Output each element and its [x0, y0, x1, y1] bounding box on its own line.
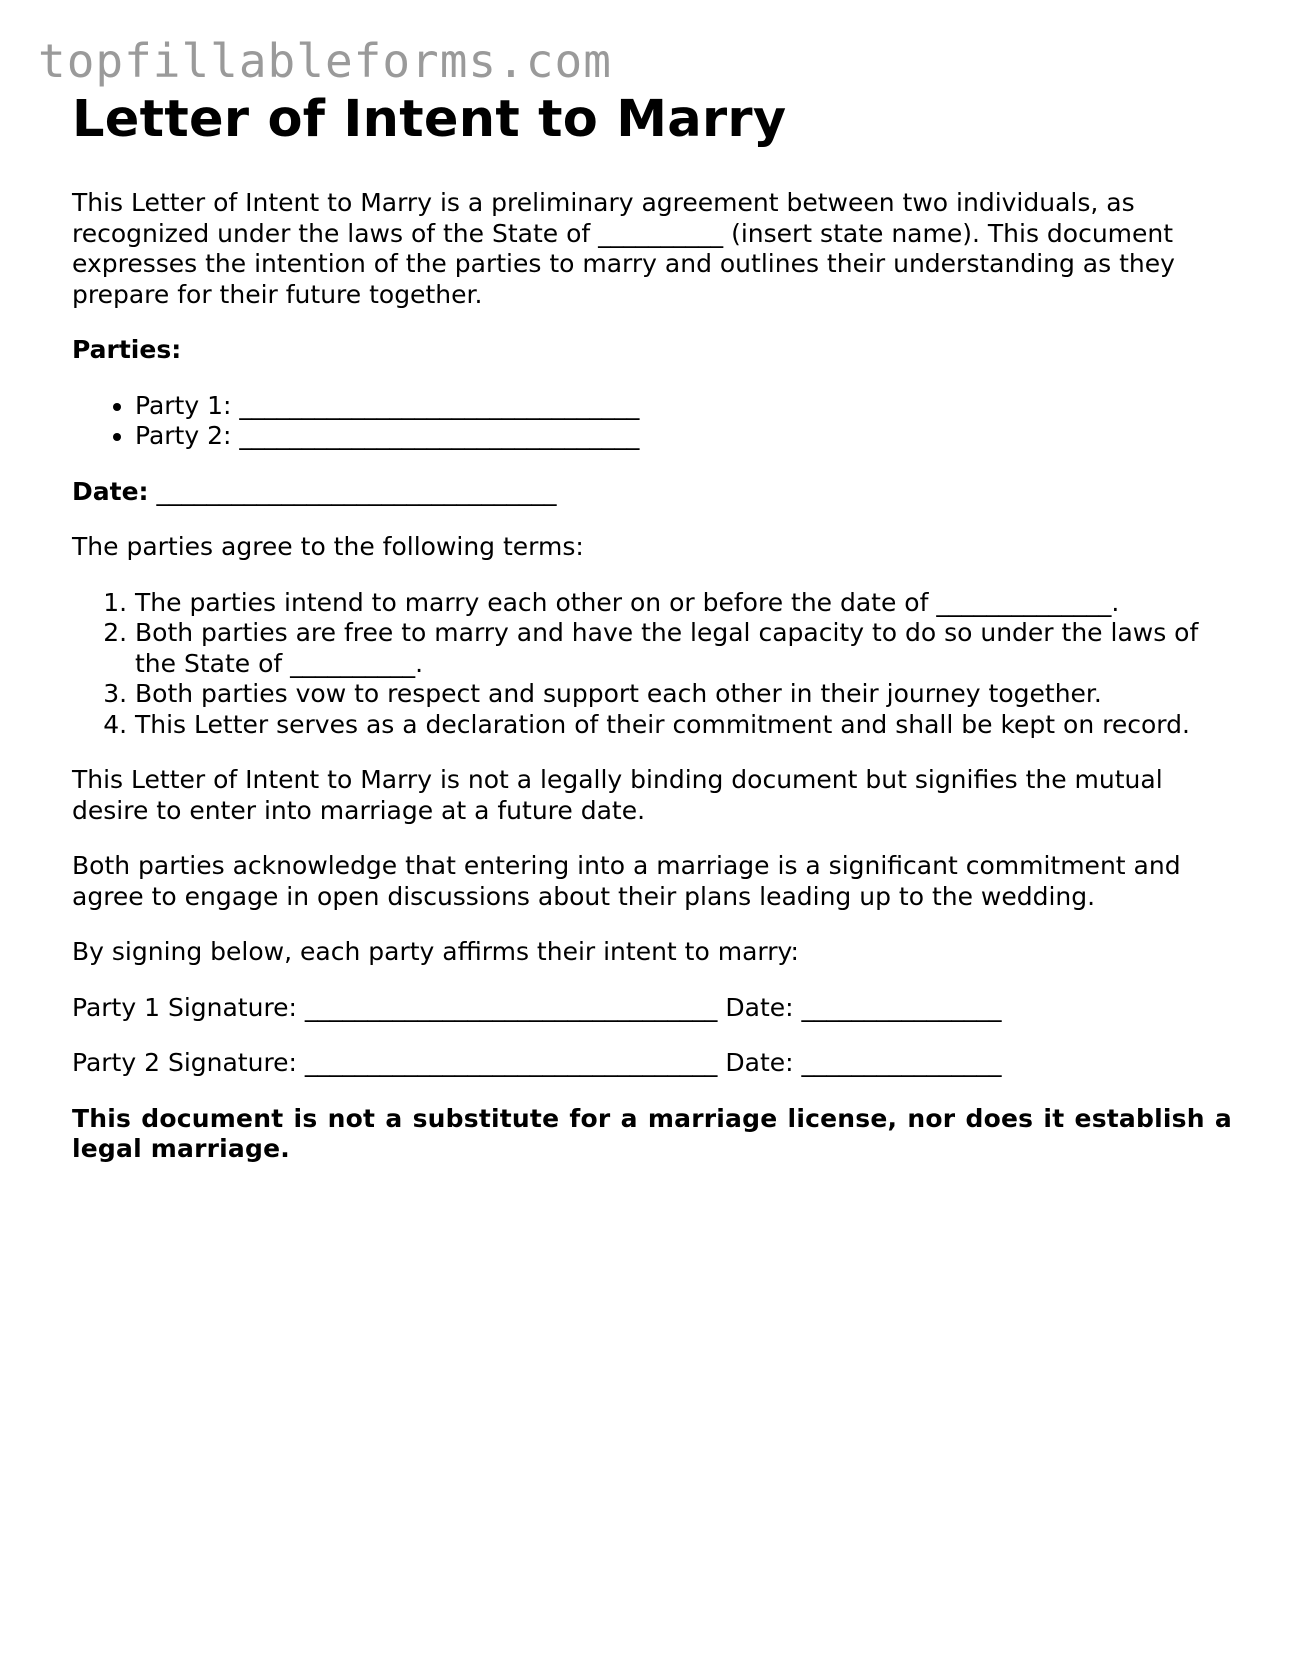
document-page	[72, 88, 1232, 1190]
intro-paragraph: This Letter of Intent to Marry is a preliminary agreement between two individuals, as recognized under the laws of the State of __________ (insert state name). This document expresses the intention of the parties to marry and outlines their understanding as they prepare for their future together.	[72, 188, 1175, 309]
disclaimer-paragraph: This document is not a substitute for a marriage license, nor does it establish a legal marriage.	[72, 1103, 1232, 1163]
date-line	[72, 477, 1232, 508]
term-item: 3. Both parties vow to respect and support each other in their journey together.	[135, 679, 1232, 710]
date-blank: ________________________________	[148, 476, 557, 506]
acknowledge-paragraph: Both parties acknowledge that entering into a marriage is a significant commitment and agree to engage in open discussions about their plans leading up to the wedding.	[72, 851, 1181, 911]
date-label: Date:	[72, 476, 149, 506]
not-binding-paragraph: This Letter of Intent to Marry is not a legally binding document but signifies the mutual desire to enter into marriage at a future date.	[72, 765, 1163, 825]
party-2-line: • Party 2: ________________________________	[135, 421, 1232, 452]
affirm-paragraph: By signing below, each party affirms their intent to marry:	[72, 937, 799, 966]
terms-list	[72, 588, 1232, 741]
term-item: 1. The parties intend to marry each other on or before the date of ______________.	[135, 588, 1232, 619]
term-item: 2. Both parties are free to marry and have the legal capacity to do so under the laws of the State of __________.	[135, 618, 1232, 679]
party-1-signature-line: Party 1 Signature: _________________________________ Date: ________________	[72, 992, 1002, 1022]
term-item: 4. This Letter serves as a declaration of their commitment and shall be kept on record.	[135, 710, 1232, 741]
party-2-signature-line: Party 2 Signature: _________________________________ Date: ________________	[72, 1048, 1002, 1077]
party-1-line: • Party 1: ________________________________	[135, 391, 1232, 422]
terms-intro: The parties agree to the following terms:	[72, 532, 584, 561]
watermark: topfillableforms.com	[38, 34, 612, 88]
document-title: Letter of Intent to Marry	[72, 90, 787, 149]
parties-list	[72, 391, 1232, 452]
parties-heading: Parties:	[72, 335, 182, 364]
